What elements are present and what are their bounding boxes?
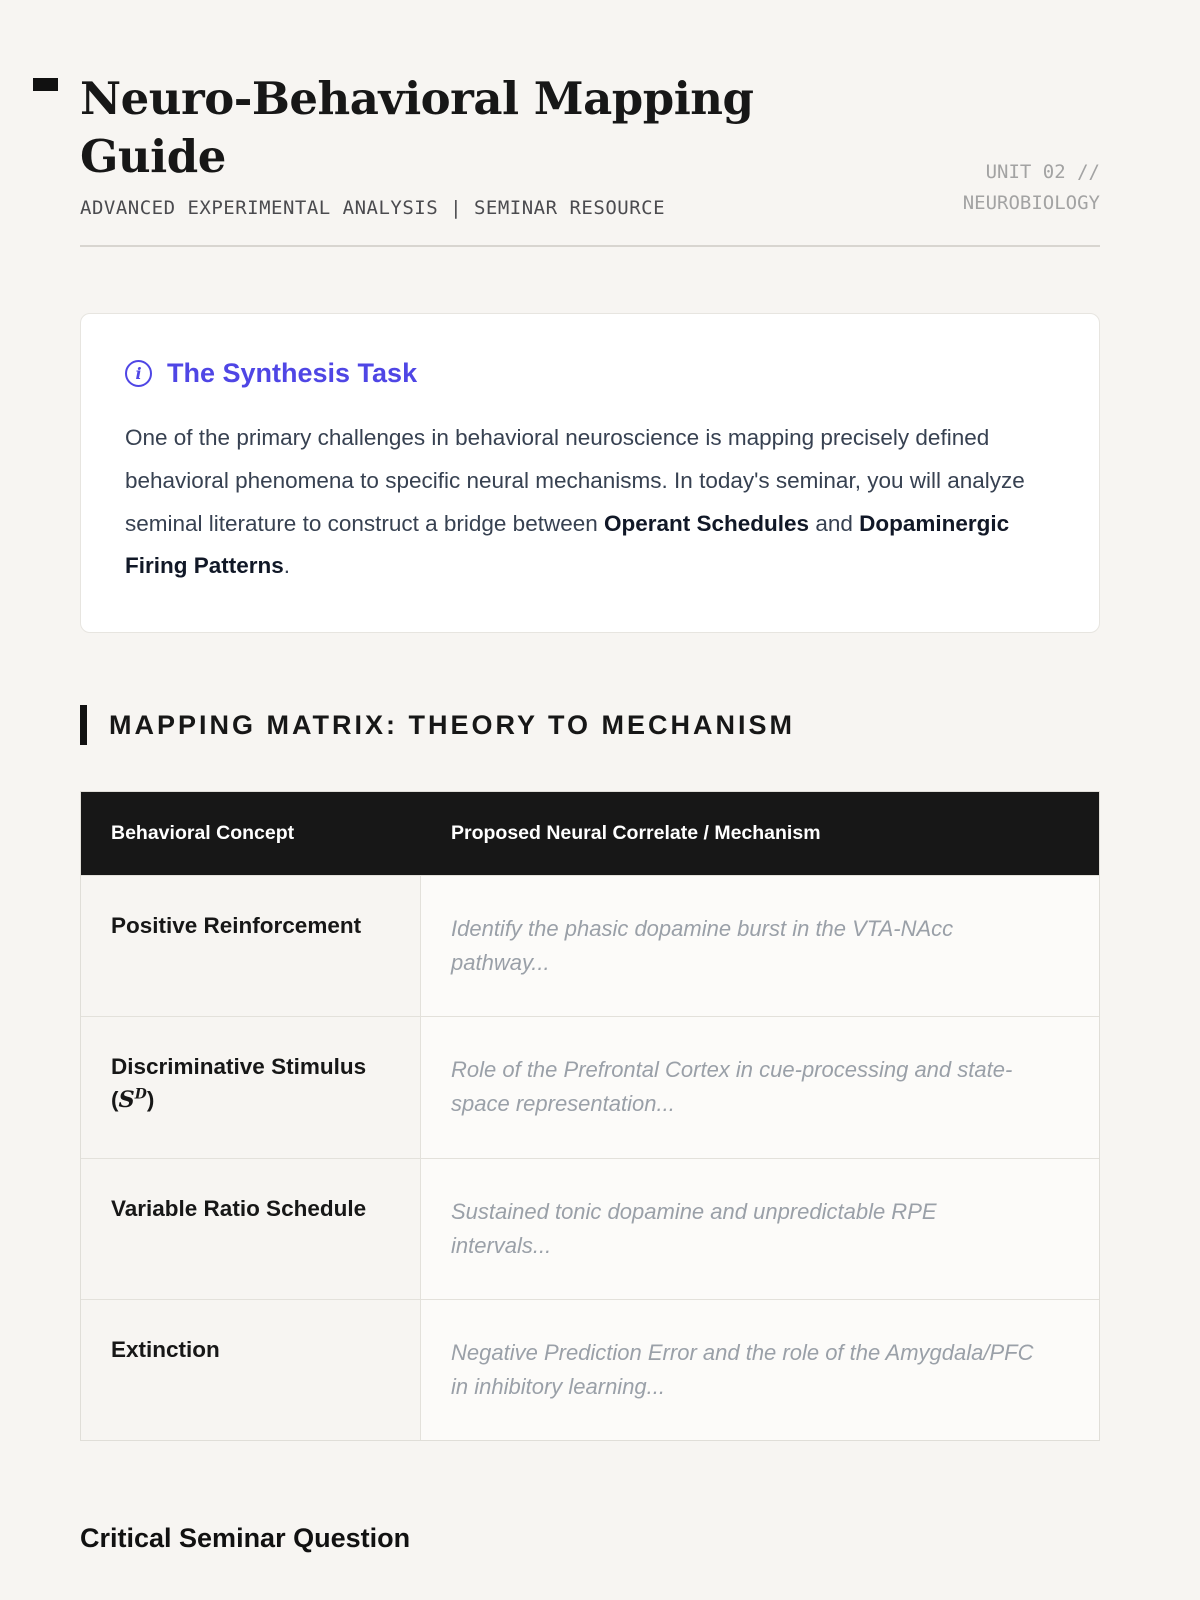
synthesis-task-card <box>80 313 1100 633</box>
body-text-1: One of the primary challenges in behavioral neuroscience is mapping precisely defined behavioral phenomena to specific neural mechanisms. In today's seminar, you will analyze seminal literature to construct a bridge between <box>125 425 1025 536</box>
mapping-matrix-table <box>80 791 1100 1441</box>
corner-mark <box>33 78 58 91</box>
synthesis-task-body <box>125 417 1055 588</box>
page-header <box>80 70 1100 219</box>
mechanism-cell-variable-ratio: Sustained tonic dopamine and unpredictable RPE intervals... <box>421 1159 1099 1299</box>
page-container <box>80 70 1100 1600</box>
unit-line-1: UNIT 02 // <box>985 160 1100 183</box>
concept-text-prefix: Discriminative Stimulus ( <box>111 1054 367 1112</box>
mechanism-cell-discriminative-stimulus: Role of the Prefrontal Cortex in cue-processing and state-space representation... <box>421 1017 1099 1157</box>
unit-label <box>963 157 1100 220</box>
section-accent-bar <box>80 705 87 745</box>
stimulus-superscript: D <box>134 1086 147 1103</box>
synthesis-task-heading <box>125 358 1055 389</box>
column-header-neural-correlate: Proposed Neural Correlate / Mechanism <box>451 822 821 845</box>
page-subtitle: ADVANCED EXPERIMENTAL ANALYSIS | SEMINAR RESOURCE <box>80 197 666 220</box>
bold-operant-schedules: Operant Schedules <box>604 510 810 536</box>
mechanism-cell-extinction: Negative Prediction Error and the role of the Amygdala/PFC in inhibitory learning... <box>421 1300 1099 1440</box>
concept-cell-variable-ratio: Variable Ratio Schedule <box>81 1159 421 1299</box>
body-text-3: . <box>283 553 291 579</box>
critical-question-heading: Critical Seminar Question <box>80 1522 411 1553</box>
mapping-matrix-section-heading <box>80 705 1100 745</box>
table-row <box>81 1016 1099 1157</box>
concept-cell-positive-reinforcement: Positive Reinforcement <box>81 876 421 1016</box>
table-row <box>81 1158 1099 1299</box>
page-title: Neuro-Behavioral Mapping Guide <box>80 72 754 183</box>
unit-line-2: NEUROBIOLOGY <box>962 191 1100 214</box>
table-header-row <box>81 792 1099 875</box>
concept-text-suffix: ) <box>146 1087 155 1112</box>
header-divider <box>80 245 1100 247</box>
info-icon: i <box>125 360 152 387</box>
table-row <box>81 1299 1099 1440</box>
bold-dopaminergic-firing: Dopaminergic Firing Patterns <box>125 510 1010 579</box>
concept-cell-extinction: Extinction <box>81 1300 421 1440</box>
stimulus-symbol: S <box>118 1087 135 1113</box>
table-row <box>81 875 1099 1016</box>
mechanism-cell-positive-reinforcement: Identify the phasic dopamine burst in the VTA-NAcc pathway... <box>421 876 1099 1016</box>
section-title: MAPPING MATRIX: THEORY TO MECHANISM <box>109 709 796 740</box>
column-header-behavioral-concept: Behavioral Concept <box>111 822 295 845</box>
synthesis-task-title: The Synthesis Task <box>167 358 418 389</box>
body-text-2: and <box>809 510 860 536</box>
concept-cell-discriminative-stimulus <box>81 1017 421 1157</box>
header-left <box>80 70 810 219</box>
